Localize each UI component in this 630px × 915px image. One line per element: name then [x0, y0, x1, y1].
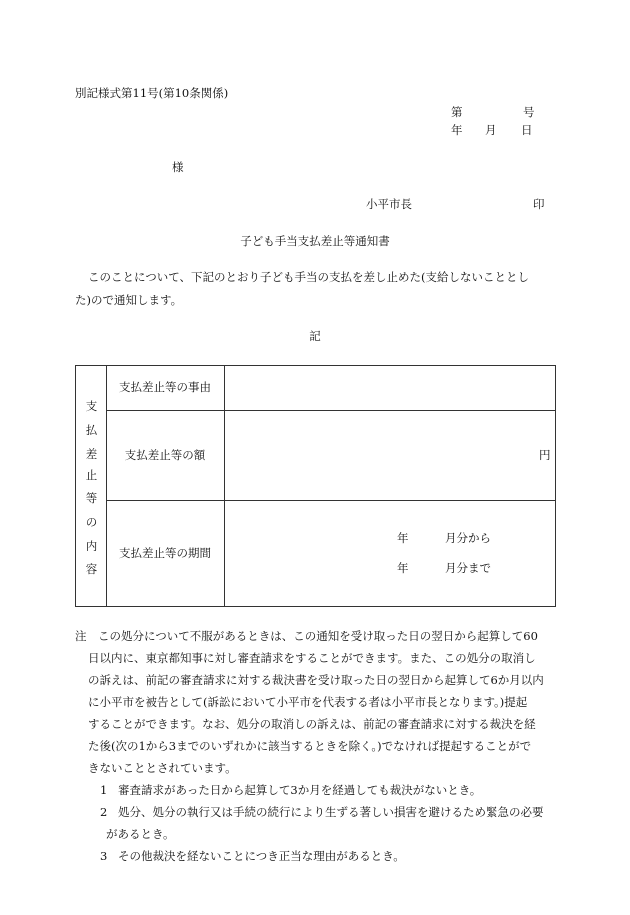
note-item-number: 1	[100, 783, 108, 797]
table-divider	[106, 500, 555, 501]
row-label-reason: 支払差止等の事由	[119, 380, 211, 394]
period-to-month: 月分まで	[445, 561, 491, 575]
document-title: 子ども手当支払差止等通知書	[240, 234, 390, 248]
note-line: 注 この処分について不服があるときは、この通知を受け取った日の翌日から起算して60	[75, 629, 538, 643]
note-item-number: 3	[100, 849, 108, 863]
side-label-char: 等	[85, 491, 98, 505]
side-label-char: 支	[85, 399, 98, 413]
table-divider	[106, 410, 555, 411]
side-label-char: 止	[85, 468, 98, 482]
details-table	[75, 365, 556, 607]
date-year: 年	[451, 123, 463, 137]
side-label-char: の	[85, 515, 98, 529]
note-line: に小平市を被告として(訴訟において小平市を代表する者は小平市長となります。)提起	[88, 695, 528, 709]
side-label-char: 差	[85, 447, 98, 461]
table-divider	[224, 366, 225, 606]
amount-unit: 円	[539, 448, 551, 462]
body-line-1: このことについて、下記のとおり子ども手当の支払を差し止めた(支給しないこととし	[88, 270, 530, 284]
sender-name: 小平市長	[366, 197, 412, 211]
side-label-char: 払	[85, 423, 98, 437]
side-label-char: 容	[85, 562, 98, 576]
number-suffix: 号	[523, 105, 535, 119]
note-line: することができます。なお、処分の取消しの訴えは、前記の審査請求に対する裁決を経	[88, 717, 536, 731]
row-label-period: 支払差止等の期間	[119, 546, 211, 560]
date-day: 日	[521, 123, 533, 137]
period-from-year: 年	[397, 531, 409, 545]
note-item-text: があるとき。	[106, 827, 175, 841]
number-prefix: 第	[451, 105, 463, 119]
period-from-month: 月分から	[445, 531, 491, 545]
note-item-number: 2	[100, 805, 108, 819]
note-item-text: その他裁決を経ないことにつき正当な理由があるとき。	[118, 849, 405, 863]
ki-heading: 記	[309, 329, 321, 343]
note-line: きないこととされています。	[88, 761, 237, 775]
addressee-suffix: 様	[172, 160, 184, 174]
form-id: 別記様式第11号(第10条関係)	[75, 86, 229, 100]
note-line: 日以内に、東京都知事に対し審査請求をすることができます。また、この処分の取消し	[88, 651, 536, 665]
note-item-text: 処分、処分の執行又は手続の続行により生ずる著しい損害を避けるため緊急の必要	[118, 805, 544, 819]
note-line: の訴えは、前記の審査請求に対する裁決書を受け取った日の翌日から起算して6か月以内	[88, 673, 544, 687]
date-month: 月	[485, 123, 497, 137]
side-label-char: 内	[85, 539, 98, 553]
note-item-text: 審査請求があった日から起算して3か月を経過しても裁決がないとき。	[118, 783, 482, 797]
note-line: た後(次の1から3までのいずれかに該当するときを除く。)でなければ提起することがで	[88, 739, 532, 753]
row-label-amount: 支払差止等の額	[124, 448, 206, 462]
period-to-year: 年	[397, 561, 409, 575]
seal-mark: 印	[533, 197, 545, 211]
body-line-2: た)ので通知します。	[75, 293, 183, 307]
